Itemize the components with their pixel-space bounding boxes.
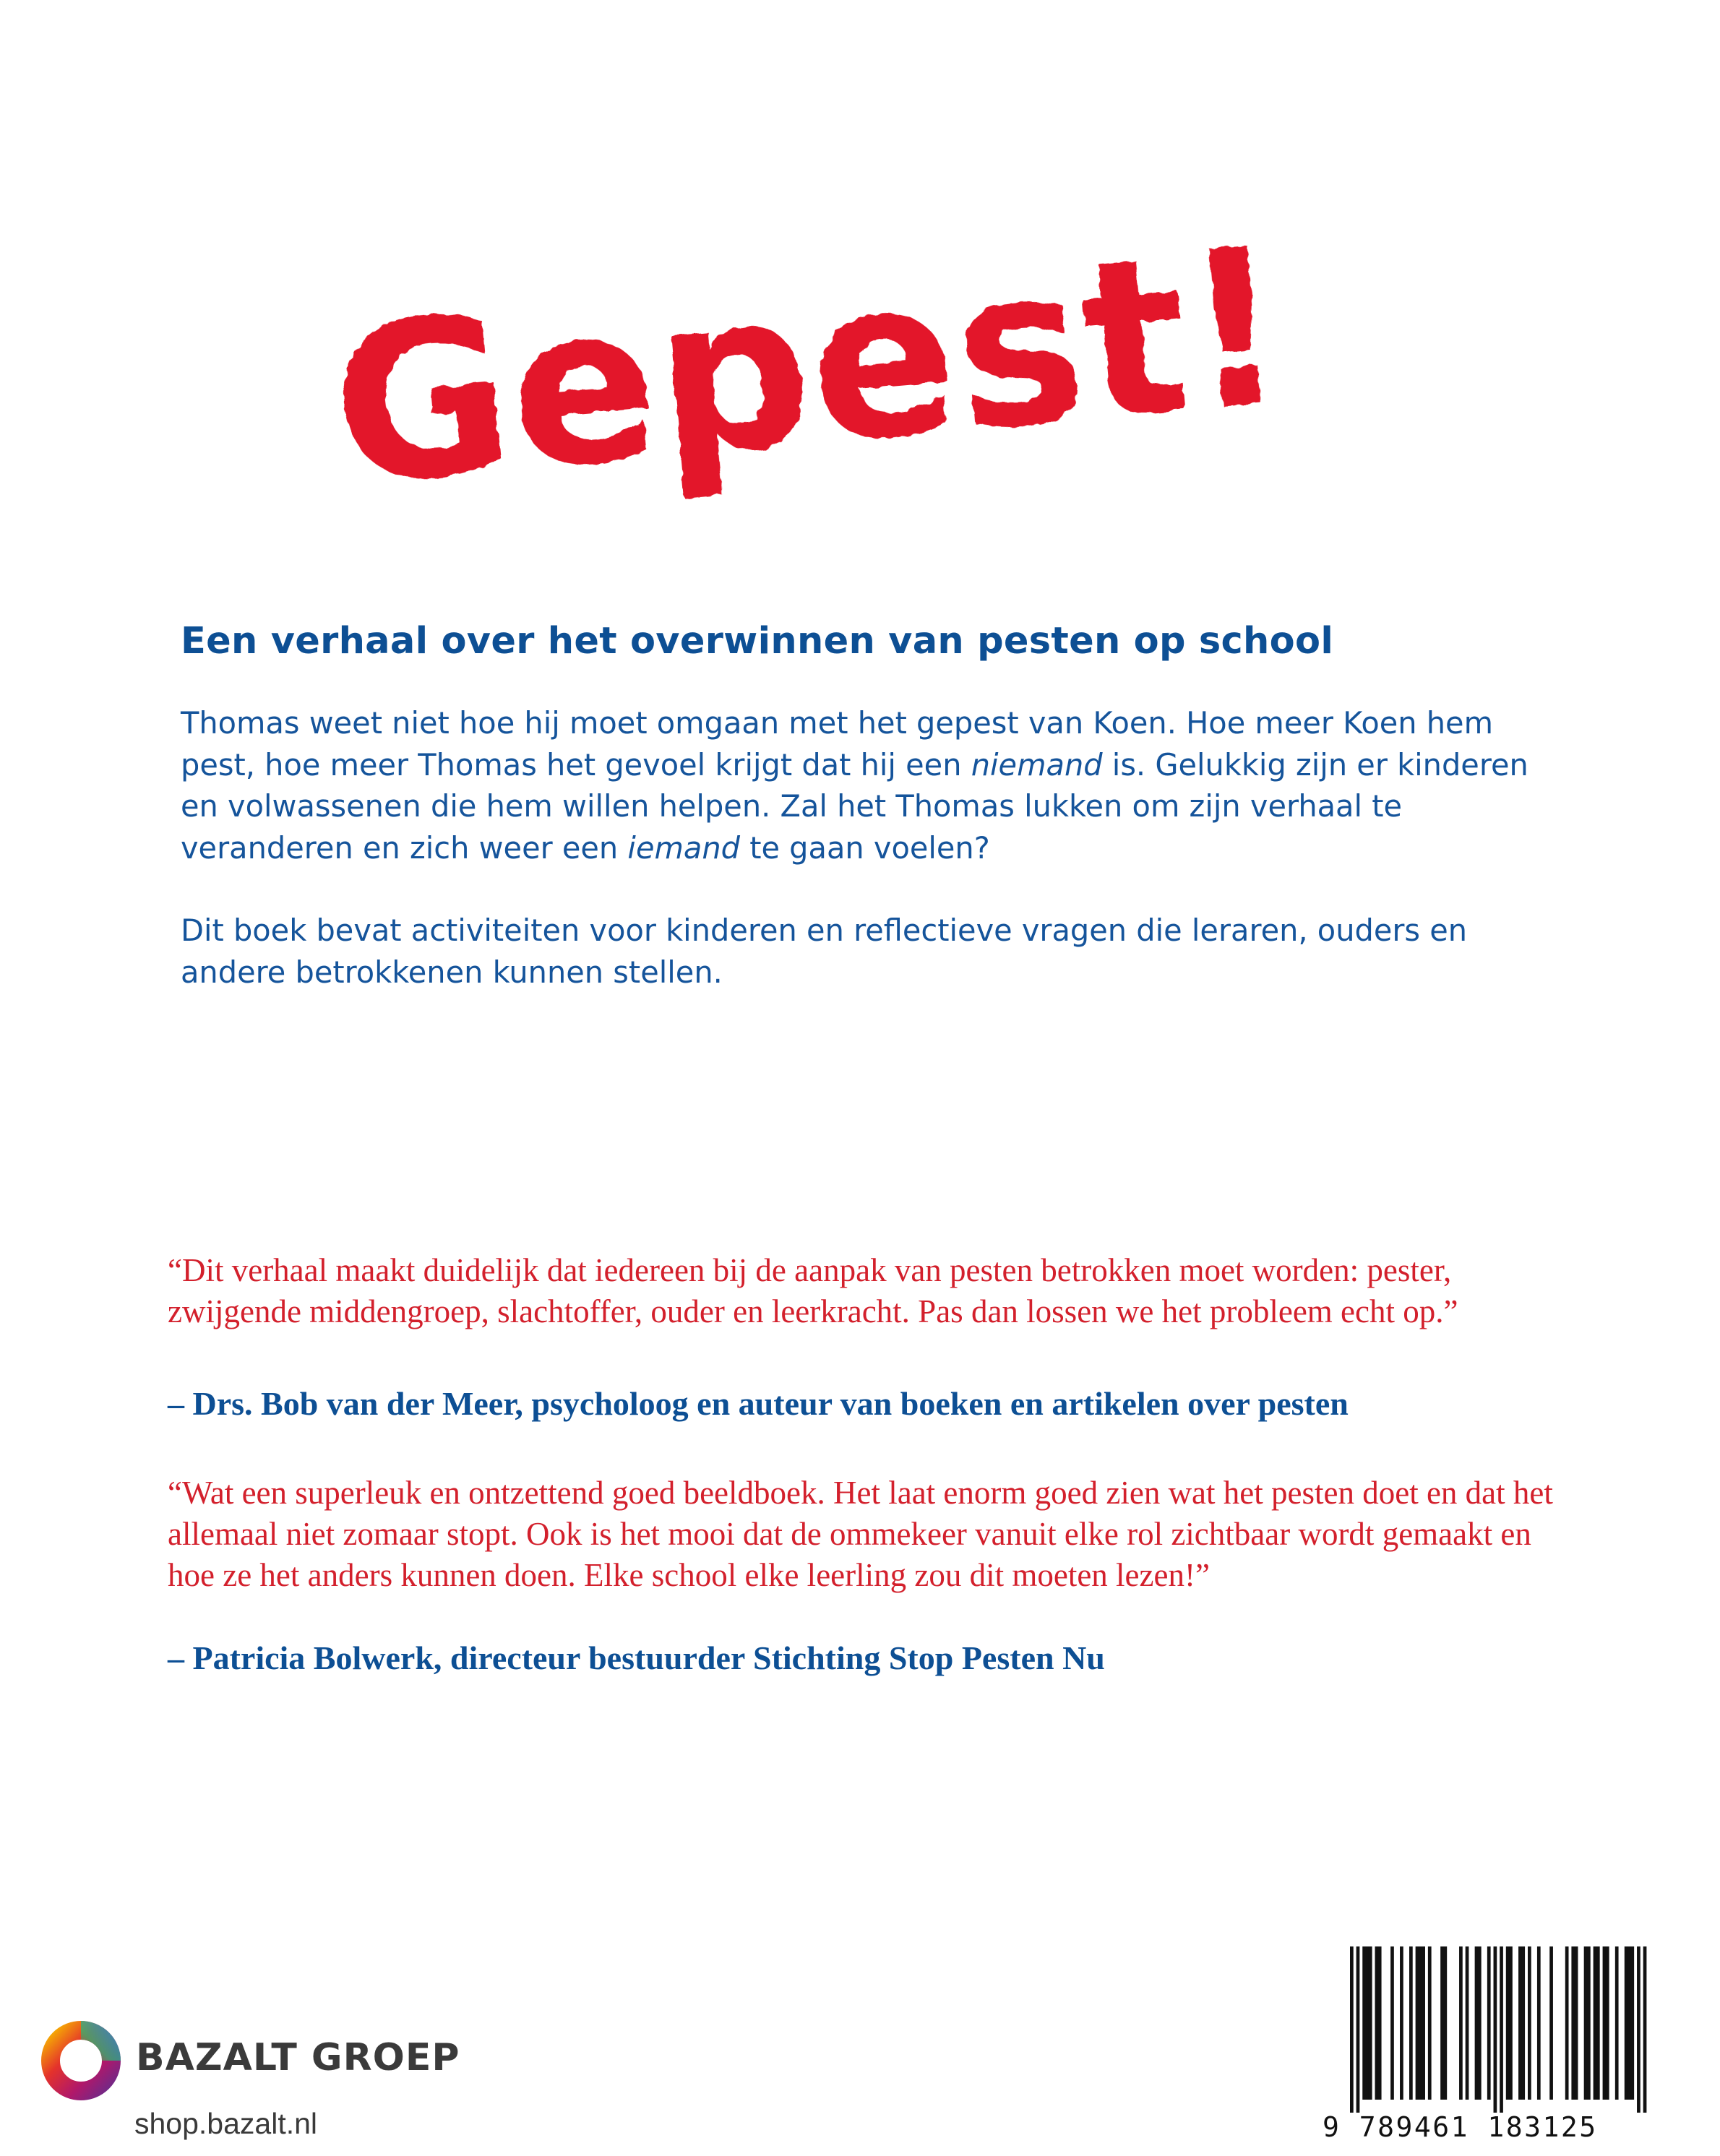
subtitle: Een verhaal over het overwinnen van pesten op school: [181, 620, 1334, 663]
blurb-text: is. Gelukkig zijn er kinderen en volwassenen die hem willen helpen. Zal het Thomas lukken om zijn verhaal te veranderen en zich weer een: [181, 746, 1528, 866]
barcode-bar: [1390, 1946, 1394, 2100]
blurb: [181, 702, 1554, 993]
barcode-bar: [1494, 1946, 1497, 2113]
barcode-bar: [1440, 1946, 1444, 2100]
quote-1-attribution: – Drs. Bob van der Meer, psycholoog en auteur van boeken en artikelen over pesten: [168, 1385, 1349, 1422]
barcode-bar: [1487, 1946, 1491, 2100]
barcode-bar: [1419, 1946, 1422, 2100]
barcode-bar: [1443, 1946, 1447, 2100]
barcode-bar: [1615, 1946, 1619, 2100]
barcode-bar: [1366, 1946, 1369, 2100]
blurb-paragraph-2: Dit boek bevat activiteiten voor kinderen en reflectieve vragen die leraren, ouders en andere betrokkenen kunnen stellen.: [181, 913, 1468, 990]
title-text: Gepest!: [323, 199, 1301, 535]
barcode-bar: [1362, 1946, 1366, 2100]
title-gepest: [318, 181, 1330, 556]
barcode-bar: [1378, 1946, 1382, 2100]
barcode-bar: [1509, 1946, 1513, 2100]
publisher-url[interactable]: shop.bazalt.nl: [134, 2107, 318, 2140]
barcode-bar: [1627, 1946, 1631, 2100]
isbn-barcode: [1323, 1939, 1655, 2150]
barcode-bar: [1571, 1946, 1575, 2100]
blurb-paragraph-1: [181, 702, 1554, 868]
bazalt-ring-logo-icon: [38, 2017, 124, 2104]
barcode-bar: [1625, 1946, 1628, 2100]
publisher-name: BAZALT GROEP: [136, 2036, 460, 2079]
blurb-text: Thomas weet niet hoe hij moet omgaan met het gepest van Koen. Hoe meer Koen hem pest, hoe meer Thomas het gevoel krijgt dat hij een: [181, 705, 1493, 782]
barcode-bar: [1369, 1946, 1372, 2100]
barcode-bar: [1594, 1946, 1597, 2100]
barcode-bar: [1466, 1946, 1469, 2100]
barcode-bar: [1400, 1946, 1403, 2100]
barcode-bar: [1506, 1946, 1510, 2100]
quote-2: “Wat een superleuk en ontzettend goed beeldboek. Het laat enorm goed zien wat het pesten doet en dat het allemaal niet zomaar stopt. Ook is het mooi dat de ommekeer vanuit elke rol zichtbaar wordt gemaakt en hoe ze het anders kunnen doen. Elke school elke leerling zou dit moeten lezen!”: [168, 1475, 1553, 1593]
barcode-bar: [1350, 1946, 1354, 2113]
barcode-bar: [1518, 1946, 1522, 2100]
barcode-bar: [1575, 1946, 1578, 2100]
barcode-bar: [1475, 1946, 1479, 2100]
barcode-bar: [1356, 1946, 1360, 2113]
barcode-bar: [1587, 1946, 1591, 2100]
barcode-bar: [1528, 1946, 1531, 2100]
ean13-barcode-icon: [1323, 1939, 1655, 2113]
barcode-bar: [1500, 1946, 1503, 2113]
barcode-bar: [1606, 1946, 1609, 2100]
barcode-bar: [1596, 1946, 1600, 2100]
quote-2-attribution: – Patricia Bolwerk, directeur bestuurder Stichting Stop Pesten Nu: [168, 1639, 1105, 1676]
barcode-bar: [1643, 1946, 1647, 2113]
blurb-emphasis: iemand: [627, 829, 740, 866]
barcode-digits: 9 789461 183125: [1323, 2111, 1598, 2143]
barcode-bar: [1375, 1946, 1379, 2100]
barcode-bar: [1630, 1946, 1634, 2100]
blurb-text: te gaan voelen?: [740, 829, 990, 866]
barcode-bar: [1416, 1946, 1419, 2100]
blurb-emphasis: niemand: [971, 746, 1103, 782]
barcode-bar: [1428, 1946, 1432, 2100]
barcode-bar: [1422, 1946, 1425, 2100]
barcode-bar: [1478, 1946, 1482, 2100]
barcode-bar: [1549, 1946, 1553, 2100]
barcode-bar: [1584, 1946, 1588, 2100]
title-lettering: [318, 181, 1330, 556]
barcode-bar: [1459, 1946, 1463, 2100]
barcode-bar: [1565, 1946, 1569, 2100]
barcode-bar: [1537, 1946, 1541, 2100]
barcode-bar: [1409, 1946, 1413, 2100]
barcode-bar: [1603, 1946, 1607, 2100]
barcode-bar: [1521, 1946, 1525, 2100]
barcode-bar: [1637, 1946, 1641, 2113]
quote-1: “Dit verhaal maakt duidelijk dat iedereen bij de aanpak van pesten betrokken moet worden: pester, zwijgende middengroep, slachtoffer, ouder en leerkracht. Pas dan lossen we het probleem echt op.”: [168, 1252, 1458, 1329]
